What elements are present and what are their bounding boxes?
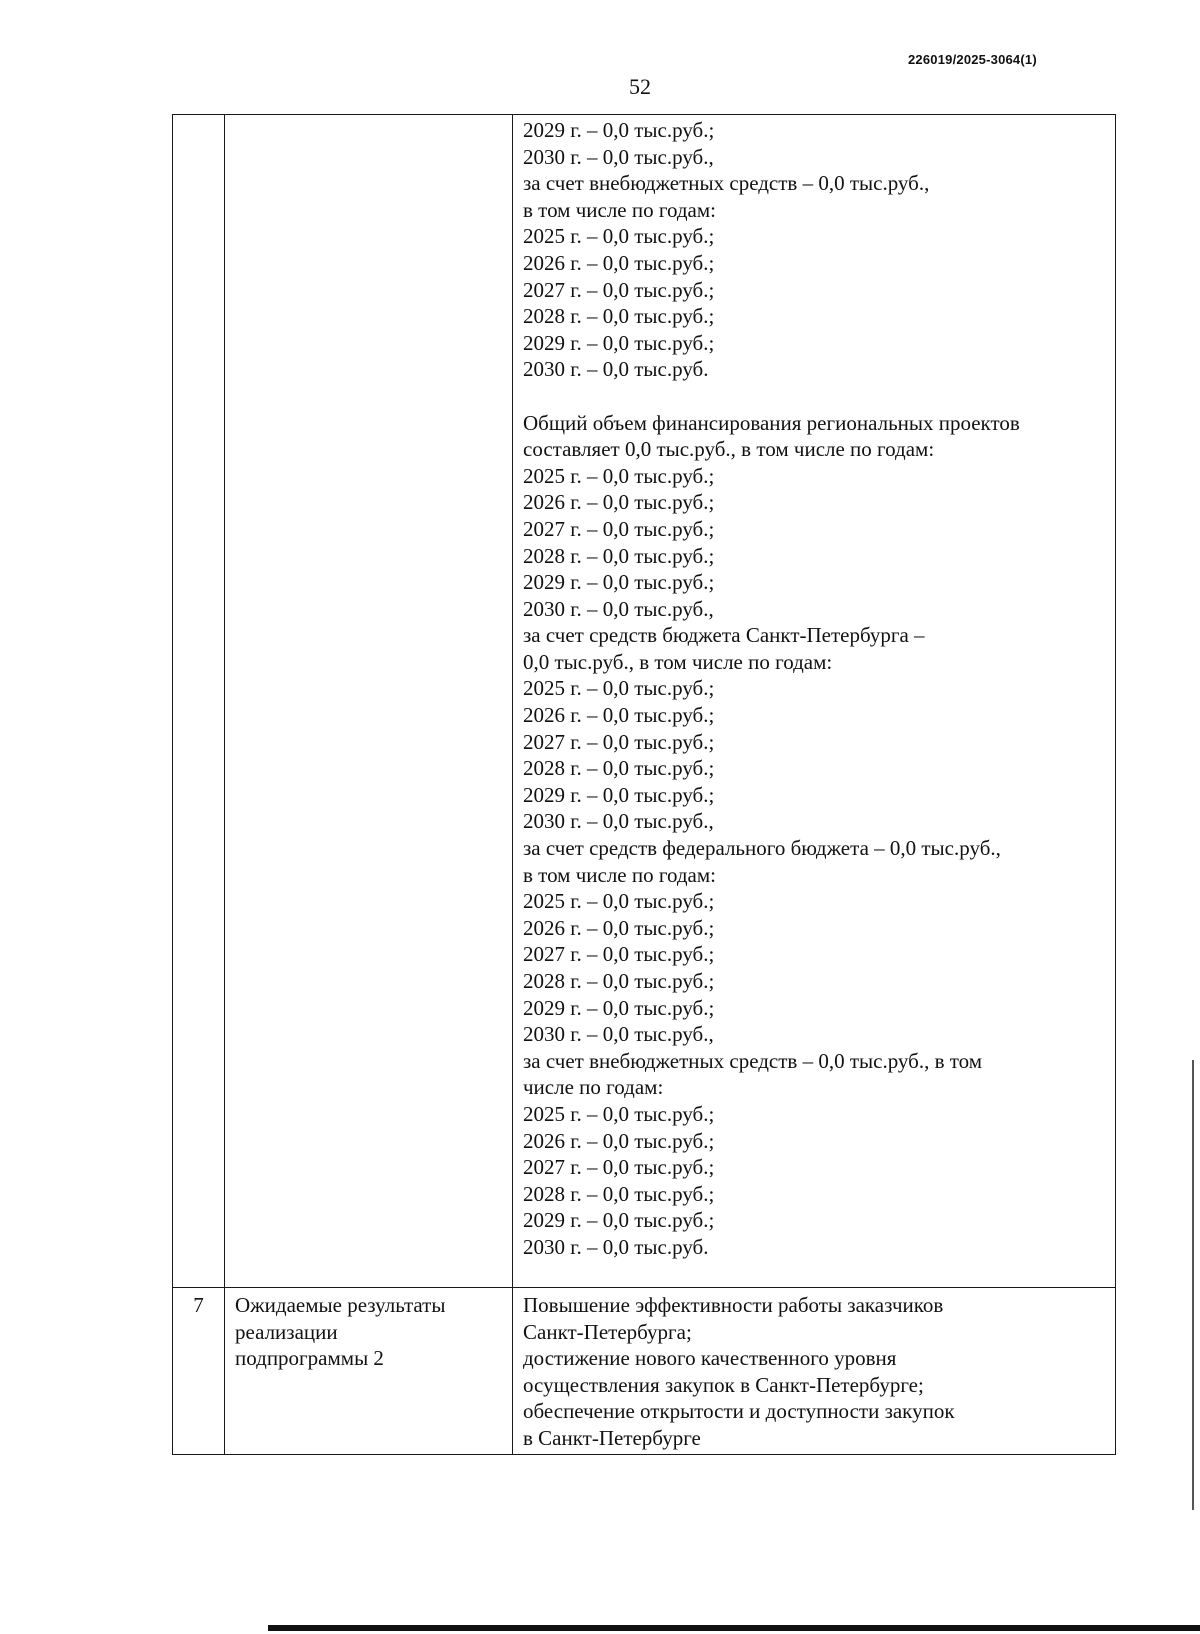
text-line: 2026 г. – 0,0 тыс.руб.; xyxy=(523,915,715,940)
text-line: 2029 г. – 0,0 тыс.руб.; xyxy=(523,330,715,355)
text-line: за счет средств федерального бюджета – 0,0 тыс.руб., xyxy=(523,836,1001,861)
row-number-cell: 7 xyxy=(173,1288,225,1455)
text-line: 2027 г. – 0,0 тыс.руб.; xyxy=(523,516,715,541)
text-line: в том числе по годам: xyxy=(523,862,716,887)
text-line: за счет внебюджетных средств – 0,0 тыс.руб., в том xyxy=(523,1048,983,1073)
financing-cell xyxy=(513,115,1116,1288)
text-line: 2026 г. – 0,0 тыс.руб.; xyxy=(523,1128,715,1153)
text-line: достижение нового качественного уровня xyxy=(523,1346,897,1371)
financing-block-regional-projects xyxy=(523,410,1109,1261)
text-line: 2027 г. – 0,0 тыс.руб.; xyxy=(523,942,715,967)
scan-side-line xyxy=(1192,1060,1194,1510)
text-line: в том числе по годам: xyxy=(523,197,716,222)
text-line: 2025 г. – 0,0 тыс.руб.; xyxy=(523,463,715,488)
text-line: в Санкт-Петербурге xyxy=(523,1425,701,1450)
passport-table xyxy=(172,114,1116,1455)
text-line: осуществления закупок в Санкт-Петербурге; xyxy=(523,1372,924,1397)
text-line: 2027 г. – 0,0 тыс.руб.; xyxy=(523,1155,715,1180)
text-line: 2030 г. – 0,0 тыс.руб., xyxy=(523,809,714,834)
text-line: за счет внебюджетных средств – 0,0 тыс.руб., xyxy=(523,171,930,196)
text-line: 2029 г. – 0,0 тыс.руб.; xyxy=(523,570,715,595)
row-number-cell xyxy=(173,115,225,1288)
text-line: Санкт-Петербурга; xyxy=(523,1319,692,1344)
text-line: 2027 г. – 0,0 тыс.руб.; xyxy=(523,277,715,302)
text-line: 2030 г. – 0,0 тыс.руб. xyxy=(523,357,709,382)
text-line: 2028 г. – 0,0 тыс.руб.; xyxy=(523,969,715,993)
text-line: 2029 г. – 0,0 тыс.руб.; xyxy=(523,995,715,1020)
page-number: 52 xyxy=(629,74,651,99)
row-label-cell xyxy=(225,115,513,1288)
text-line: 2029 г. – 0,0 тыс.руб.; xyxy=(523,782,715,807)
scan-edge-line xyxy=(268,1625,1200,1631)
text-line: Ожидаемые результаты xyxy=(235,1293,446,1317)
financing-block-continued xyxy=(523,117,1109,383)
text-line: реализации xyxy=(235,1319,338,1344)
text-line: 2025 г. – 0,0 тыс.руб.; xyxy=(523,1101,715,1126)
row-label-cell xyxy=(225,1288,513,1455)
table-row xyxy=(173,115,1116,1288)
text-line: составляет 0,0 тыс.руб., в том числе по годам: xyxy=(523,437,935,462)
text-line: 2027 г. – 0,0 тыс.руб.; xyxy=(523,729,715,754)
text-line: 2028 г. – 0,0 тыс.руб.; xyxy=(523,304,715,329)
text-line: числе по годам: xyxy=(523,1075,664,1100)
text-line: 2030 г. – 0,0 тыс.руб. xyxy=(523,1234,709,1259)
paragraph-gap xyxy=(523,383,1109,410)
text-line: 2025 г. – 0,0 тыс.руб.; xyxy=(523,676,715,701)
text-line: за счет средств бюджета Санкт-Петербурга – xyxy=(523,623,925,648)
text-line: 0,0 тыс.руб., в том числе по годам: xyxy=(523,649,833,674)
text-line: 2028 г. – 0,0 тыс.руб.; xyxy=(523,543,715,568)
text-line: 2025 г. – 0,0 тыс.руб.; xyxy=(523,889,715,914)
document-id: 226019/2025-3064(1) xyxy=(908,52,1037,67)
text-line: 2025 г. – 0,0 тыс.руб.; xyxy=(523,224,715,249)
text-line: 2026 г. – 0,0 тыс.руб.; xyxy=(523,490,715,515)
text-line: 2030 г. – 0,0 тыс.руб., xyxy=(523,144,714,169)
text-line: Повышение эффективности работы заказчиков xyxy=(523,1293,944,1317)
text-line: 2026 г. – 0,0 тыс.руб.; xyxy=(523,703,715,728)
text-line: 2028 г. – 0,0 тыс.руб.; xyxy=(523,1181,715,1206)
expected-results-cell xyxy=(513,1288,1116,1455)
text-line: обеспечение открытости и доступности закупок xyxy=(523,1399,955,1424)
text-line: 2029 г. – 0,0 тыс.руб.; xyxy=(523,1208,715,1233)
text-line: 2028 г. – 0,0 тыс.руб.; xyxy=(523,756,715,781)
text-line: 2026 г. – 0,0 тыс.руб.; xyxy=(523,250,715,275)
text-line: подпрограммы 2 xyxy=(235,1346,384,1371)
text-line: 2030 г. – 0,0 тыс.руб., xyxy=(523,1022,714,1047)
text-line: Общий объем финансирования региональных проектов xyxy=(523,410,1020,435)
text-line: 2029 г. – 0,0 тыс.руб.; xyxy=(523,118,715,142)
text-line: 2030 г. – 0,0 тыс.руб., xyxy=(523,596,714,621)
table-row xyxy=(173,1288,1116,1455)
